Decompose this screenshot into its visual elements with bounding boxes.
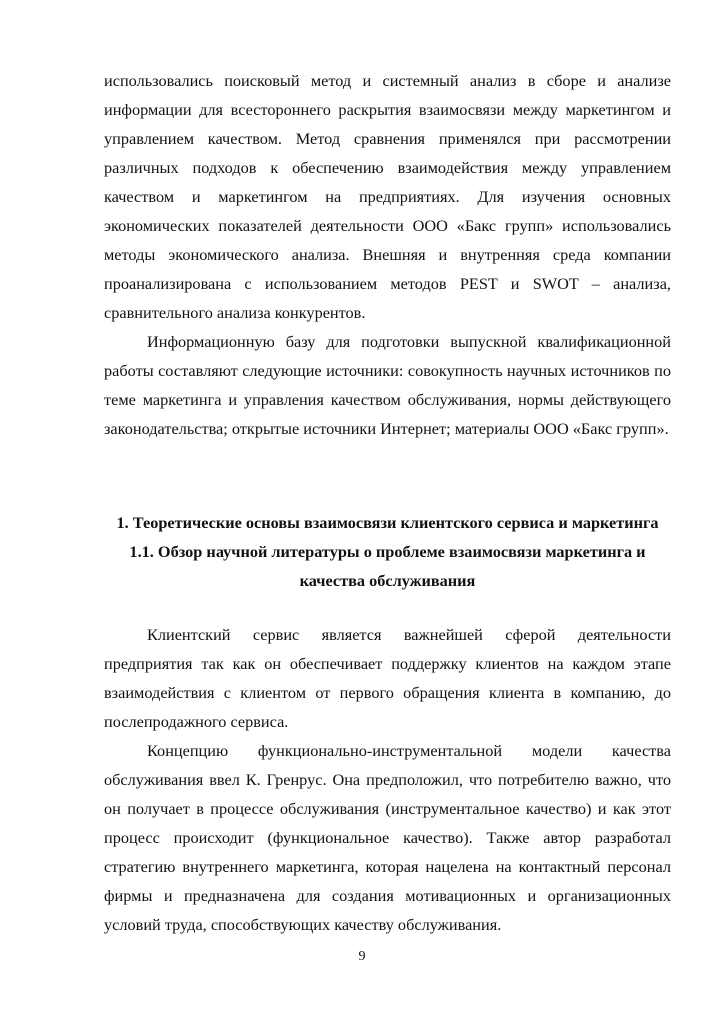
information-base-paragraph: Информационную базу для подготовки выпускной квалификационной работы составляют следующие источники: совокупность научных источников по теме маркетинга и управления качеством обслуживания, нормы действующего законодательства; открытые источники Интернет; материалы ООО «Бакс групп». — [104, 332, 671, 438]
intro-section — [104, 66, 671, 443]
client-service-paragraph: Клиентский сервис является важнейшей сферой деятельности предприятия так как он обеспечивает поддержку клиентов на каждом этапе взаимодействия с клиентом от первого обращения клиента в компанию, до послепродажного сервиса. — [104, 625, 671, 731]
section-body — [104, 620, 671, 939]
methods-paragraph: использовались поисковый метод и системный анализ в сборе и анализе информации для всестороннего раскрытия взаимосвязи между маркетингом и управлением качеством. Метод сравнения применялся при рассмотрении различных подходов к обеспечению взаимодействия между управлением качеством и маркетингом на предприятиях. Для изучения основных экономических показателей деятельности ООО «Бакс групп» использовались методы экономического анализа. Внешняя и внутренняя среда компании проанализирована с использованием методов PEST и SWOT – анализа, сравнительного анализа конкурентов. — [104, 71, 671, 322]
chapter-headings — [104, 508, 671, 595]
gronroos-model-paragraph: Концепцию функционально-инструментальной модели качества обслуживания ввел К. Гренрус. Она предположил, что потребителю важно, что он получает в процессе обслуживания (инструментальное качество) и как этот процесс происходит (функциональное качество). Также автор разработал стратегию внутреннего маркетинга, которая нацелена на контактный персонал фирмы и предназначена для создания мотивационных и организационных условий труда, способствующих качеству обслуживания. — [104, 741, 671, 934]
page-number: 9 — [358, 949, 366, 964]
section-heading: 1.1. Обзор научной литературы о проблеме взаимосвязи маркетинга и качества обслуживания — [129, 542, 646, 590]
chapter-heading: 1. Теоретические основы взаимосвязи клиентского сервиса и маркетинга — [116, 513, 659, 532]
